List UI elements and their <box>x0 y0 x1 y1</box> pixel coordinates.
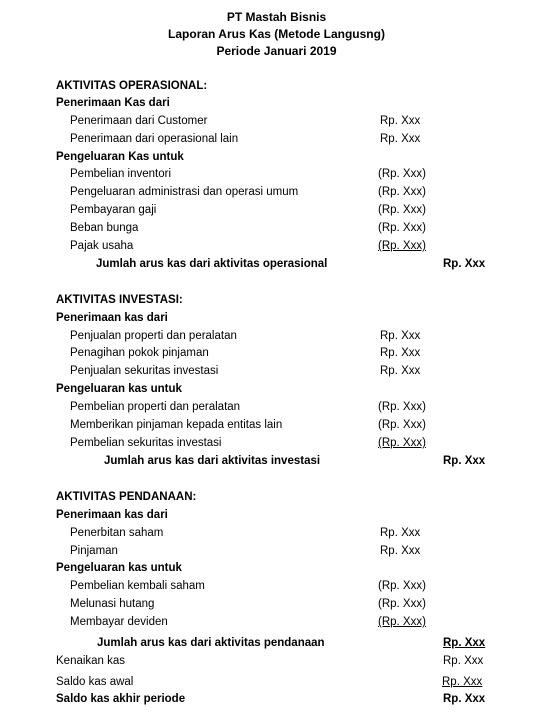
item-amount: (Rp. Xxx) <box>378 437 426 449</box>
opening-row <box>0 676 553 692</box>
list-item <box>0 616 553 632</box>
item-label: Penjualan properti dan peralatan <box>70 330 237 342</box>
item-amount: (Rp. Xxx) <box>378 419 426 431</box>
list-item <box>0 240 553 256</box>
item-label: Pengeluaran administrasi dan operasi umum <box>70 186 299 198</box>
item-amount: Rp. Xxx <box>380 330 421 342</box>
item-amount: Rp. Xxx <box>380 545 421 557</box>
increase-label: Kenaikan kas <box>56 655 126 667</box>
item-label: Membayar deviden <box>70 616 168 628</box>
item-label: Melunasi hutang <box>70 598 155 610</box>
list-item <box>0 186 553 202</box>
item-amount: (Rp. Xxx) <box>378 222 426 234</box>
report-title: Laporan Arus Kas (Metode Langusng) <box>168 27 385 41</box>
item-label: Penerimaan dari Customer <box>70 115 208 127</box>
opening-label: Saldo kas awal <box>56 676 134 688</box>
receipts-heading: Penerimaan Kas dari <box>56 97 170 109</box>
increase-row <box>0 655 553 671</box>
report-period: Periode Januari 2019 <box>216 44 337 58</box>
list-item <box>0 133 553 149</box>
item-amount: Rp. Xxx <box>380 133 421 145</box>
section-title: AKTIVITAS OPERASIONAL: <box>56 80 208 92</box>
closing-row <box>0 693 553 709</box>
section-title: AKTIVITAS PENDANAAN: <box>56 491 197 503</box>
total-amount: Rp. Xxx <box>443 258 486 270</box>
total-amount: Rp. Xxx <box>443 455 486 467</box>
closing-amount: Rp. Xxx <box>443 693 486 705</box>
total-label: Jumlah arus kas dari aktivitas investasi <box>104 455 321 467</box>
list-item <box>0 115 553 131</box>
section-total <box>0 455 553 471</box>
item-amount: (Rp. Xxx) <box>378 186 426 198</box>
list-item <box>0 204 553 220</box>
item-amount: (Rp. Xxx) <box>378 598 426 610</box>
list-item <box>0 401 553 417</box>
list-item <box>0 598 553 614</box>
list-item <box>0 580 553 596</box>
item-label: Penerimaan dari operasional lain <box>70 133 239 145</box>
section-title: AKTIVITAS INVESTASI: <box>56 294 183 306</box>
item-amount: (Rp. Xxx) <box>378 616 426 628</box>
section-total <box>0 258 553 274</box>
list-item <box>0 168 553 184</box>
list-item <box>0 437 553 453</box>
item-amount: Rp. Xxx <box>380 527 421 539</box>
item-label: Pinjaman <box>70 545 118 557</box>
item-label: Pajak usaha <box>70 240 134 252</box>
list-item <box>0 365 553 381</box>
item-label: Pembelian inventori <box>70 168 172 180</box>
item-label: Pembayaran gaji <box>70 204 157 216</box>
company-name: PT Mastah Bisnis <box>226 10 327 24</box>
item-label: Penagihan pokok pinjaman <box>70 347 209 359</box>
payments-heading: Pengeluaran kas untuk <box>56 383 182 395</box>
item-label: Memberikan pinjaman kepada entitas lain <box>70 419 283 431</box>
list-item <box>0 347 553 363</box>
opening-amount: Rp. Xxx <box>442 676 483 688</box>
total-label: Jumlah arus kas dari aktivitas pendanaan <box>97 637 325 649</box>
item-amount: (Rp. Xxx) <box>378 168 426 180</box>
item-amount: (Rp. Xxx) <box>378 401 426 413</box>
list-item <box>0 330 553 346</box>
item-label: Penjualan sekuritas investasi <box>70 365 219 377</box>
payments-heading: Pengeluaran kas untuk <box>56 562 182 574</box>
list-item <box>0 545 553 561</box>
item-amount: (Rp. Xxx) <box>378 240 426 252</box>
list-item <box>0 419 553 435</box>
item-amount: Rp. Xxx <box>380 347 421 359</box>
item-label: Penerbitan saham <box>70 527 164 539</box>
item-label: Pembelian properti dan peralatan <box>70 401 241 413</box>
total-label: Jumlah arus kas dari aktivitas operasional <box>96 258 328 270</box>
receipts-heading: Penerimaan kas dari <box>56 312 168 324</box>
list-item <box>0 527 553 543</box>
receipts-heading: Penerimaan kas dari <box>56 509 168 521</box>
item-label: Pembelian kembali saham <box>70 580 205 592</box>
item-amount: Rp. Xxx <box>380 115 421 127</box>
increase-amount: Rp. Xxx <box>443 655 484 667</box>
list-item <box>0 222 553 238</box>
item-amount: (Rp. Xxx) <box>378 580 426 592</box>
section-total <box>0 637 553 653</box>
total-amount: Rp. Xxx <box>443 637 486 649</box>
item-amount: Rp. Xxx <box>380 365 421 377</box>
item-label: Beban bunga <box>70 222 139 234</box>
item-label: Pembelian sekuritas investasi <box>70 437 222 449</box>
payments-heading: Pengeluaran Kas untuk <box>56 151 184 163</box>
closing-label: Saldo kas akhir periode <box>56 693 186 705</box>
item-amount: (Rp. Xxx) <box>378 204 426 216</box>
